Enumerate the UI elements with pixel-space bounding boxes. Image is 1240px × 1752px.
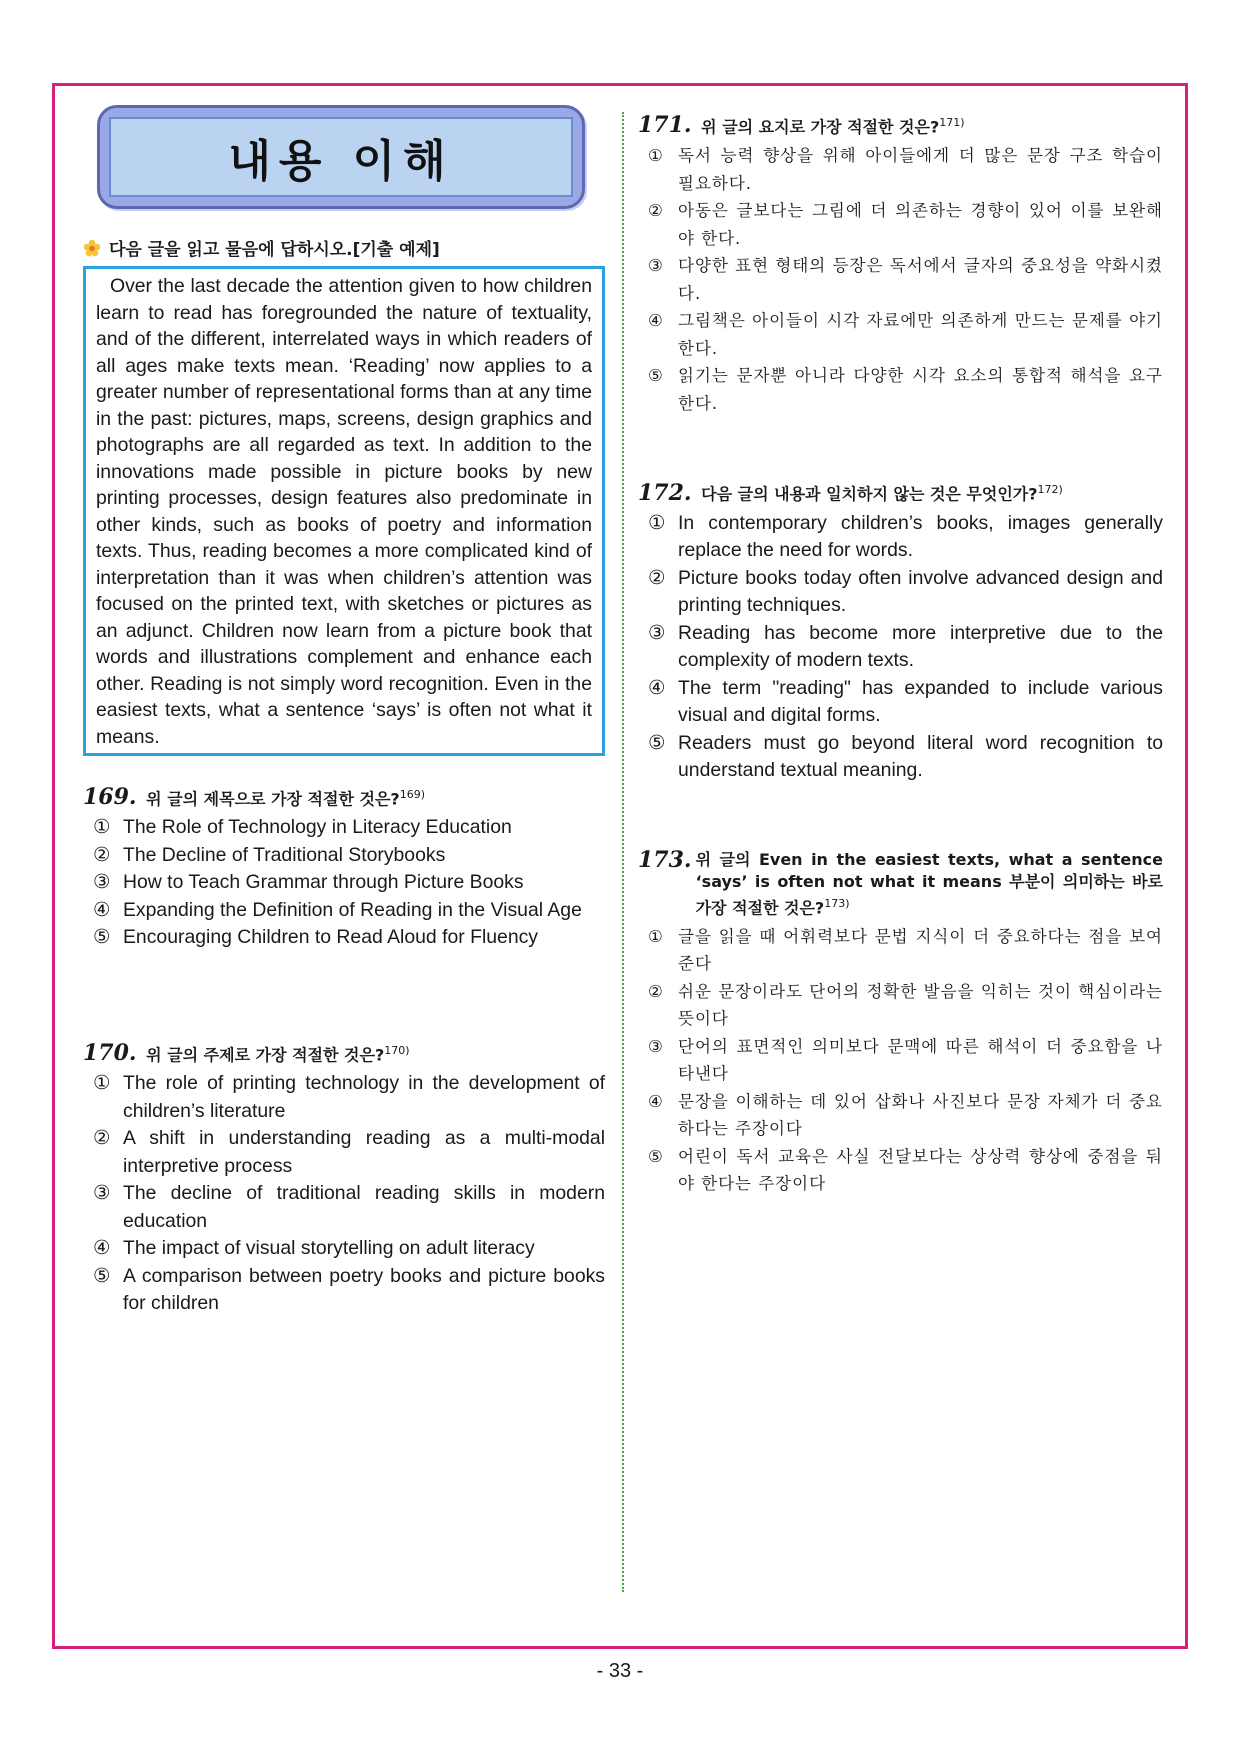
option-1[interactable]: ① 글을 읽을 때 어휘력보다 문법 지식이 더 중요하다는 점을 보여준다 — [648, 926, 1163, 974]
section-title: 내용 이해 — [228, 136, 454, 187]
option-4[interactable]: ④ Expanding the Definition of Reading in the Visual Age — [93, 898, 582, 921]
instruction-text: 다음 글을 읽고 물음에 답하시오.[기출 예제] — [109, 240, 440, 260]
options-list — [638, 923, 1163, 1198]
question-number: 170. — [83, 1040, 137, 1067]
option-4[interactable]: ④ 문장을 이해하는 데 있어 삽화나 사진보다 문장 자체가 더 중요하다는 주장이다 — [648, 1091, 1163, 1139]
option-3[interactable]: ③ 다양한 표현 형태의 등장은 독서에서 글자의 중요성을 약화시켰다. — [648, 256, 1163, 303]
column-divider — [622, 112, 624, 1592]
option-2[interactable]: ② 쉬운 문장이라도 단어의 정확한 발음을 익히는 것이 핵심이라는 뜻이다 — [648, 981, 1163, 1029]
option-1[interactable]: ① In contemporary children’s books, images generally replace the need for words. — [648, 511, 1163, 562]
option-4[interactable]: ④ The term "reading" has expanded to include various visual and digital forms. — [648, 676, 1163, 727]
option-2[interactable]: ② 아동은 글보다는 그림에 더 의존하는 경향이 있어 이를 보완해야 한다. — [648, 201, 1163, 248]
question-number: 169. — [83, 784, 137, 811]
question-169 — [83, 784, 605, 952]
option-2[interactable]: ② A shift in understanding reading as a multi-modal interpretive process — [93, 1127, 605, 1177]
options-list — [638, 510, 1163, 785]
question-172 — [638, 479, 1163, 784]
options-list — [83, 1070, 605, 1318]
option-2[interactable]: ② The Decline of Traditional Storybooks — [93, 843, 446, 866]
footnote-ref: 169) — [399, 788, 425, 801]
option-5[interactable]: ⑤ A comparison between poetry books and picture books for children — [93, 1264, 605, 1315]
option-3[interactable]: ③ The decline of traditional reading skills in modern education — [93, 1182, 605, 1232]
option-1[interactable]: ① The role of printing technology in the development of children’s literature — [93, 1072, 605, 1122]
option-4[interactable]: ④ The impact of visual storytelling on adult literacy — [93, 1237, 535, 1260]
option-3[interactable]: ③ How to Teach Grammar through Picture Books — [93, 871, 524, 894]
right-column — [638, 112, 1163, 1198]
footnote-ref: 170) — [384, 1043, 410, 1057]
option-5[interactable]: ⑤ Readers must go beyond literal word recognition to understand textual meaning. — [648, 731, 1163, 782]
question-171 — [638, 112, 1163, 417]
question-173 — [638, 846, 1163, 1198]
question-prompt: 위 글의 주제로 가장 적절한 것은? — [146, 1045, 385, 1065]
left-column — [83, 105, 605, 1318]
option-1[interactable]: ① The Role of Technology in Literacy Education — [93, 816, 512, 839]
question-prompt: 위 글의 Even in the easiest texts, what a sentence ‘says’ is often not what it means 부분이 의미하는 바로 가장 적절한 것은? — [695, 849, 1163, 917]
question-prompt: 위 글의 요지로 가장 적절한 것은? — [701, 117, 940, 137]
options-list — [83, 814, 605, 952]
option-2[interactable]: ② Picture books today often involve advanced design and printing techniques. — [648, 566, 1163, 617]
footnote-ref: 171) — [939, 116, 965, 129]
options-list — [638, 142, 1163, 417]
question-170 — [83, 1040, 605, 1318]
question-prompt: 위 글의 제목으로 가장 적절한 것은? — [146, 789, 400, 809]
option-1[interactable]: ① 독서 능력 향상을 위해 아이들에게 더 많은 문장 구조 학습이 필요하다. — [648, 146, 1163, 193]
option-3[interactable]: ③ 단어의 표면적인 의미보다 문맥에 따른 해석이 더 중요함을 나타낸다 — [648, 1036, 1163, 1084]
footnote-ref: 173) — [824, 896, 850, 910]
footnote-ref: 172) — [1037, 483, 1063, 497]
question-prompt: 다음 글의 내용과 일치하지 않는 것은 무엇인가? — [701, 484, 1038, 504]
option-4[interactable]: ④ 그림책은 아이들이 시각 자료에만 의존하게 만드는 문제를 야기한다. — [648, 311, 1163, 358]
question-number: 171. — [638, 112, 692, 139]
option-5[interactable]: ⑤ 읽기는 문자뿐 아니라 다양한 시각 요소의 통합적 해석을 요구한다. — [648, 366, 1163, 413]
instruction — [83, 235, 605, 260]
page-number: - 33 - — [596, 1660, 644, 1682]
option-5[interactable]: ⑤ 어린이 독서 교육은 사실 전달보다는 상상력 향상에 중점을 둬야 한다는 주장이다 — [648, 1146, 1163, 1194]
reading-passage: Over the last decade the attention given to how children learn to read has foregrounded the nature of textuality, and of the different, interrelated ways in which readers of all ages make texts mean. ‘Reading’ now applies to a greater number of representational forms than at any time in the past: pictures, maps, screens, design graphics and photographs are all regarded as text. In addition to the innovations made possible in picture books by new printing processes, design features also predominate in other kinds, such as books of poetry and information texts. Thus, reading becomes a more complicated kind of interpretation than it was when children’s attention was focused on the printed text, with sketches or pictures as an adjunct. Children now learn from a picture book that words and illustrations complement and enhance each other. Reading is not simply word recognition. Even in the easiest texts, what a sentence ‘says’ is often not what it means. — [83, 266, 605, 756]
section-title-box — [97, 105, 585, 209]
question-number: 173. — [638, 846, 692, 873]
flower-icon — [83, 239, 101, 257]
question-number: 172. — [638, 479, 692, 506]
option-5[interactable]: ⑤ Encouraging Children to Read Aloud for Fluency — [93, 926, 538, 949]
option-3[interactable]: ③ Reading has become more interpretive due to the complexity of modern texts. — [648, 621, 1163, 672]
